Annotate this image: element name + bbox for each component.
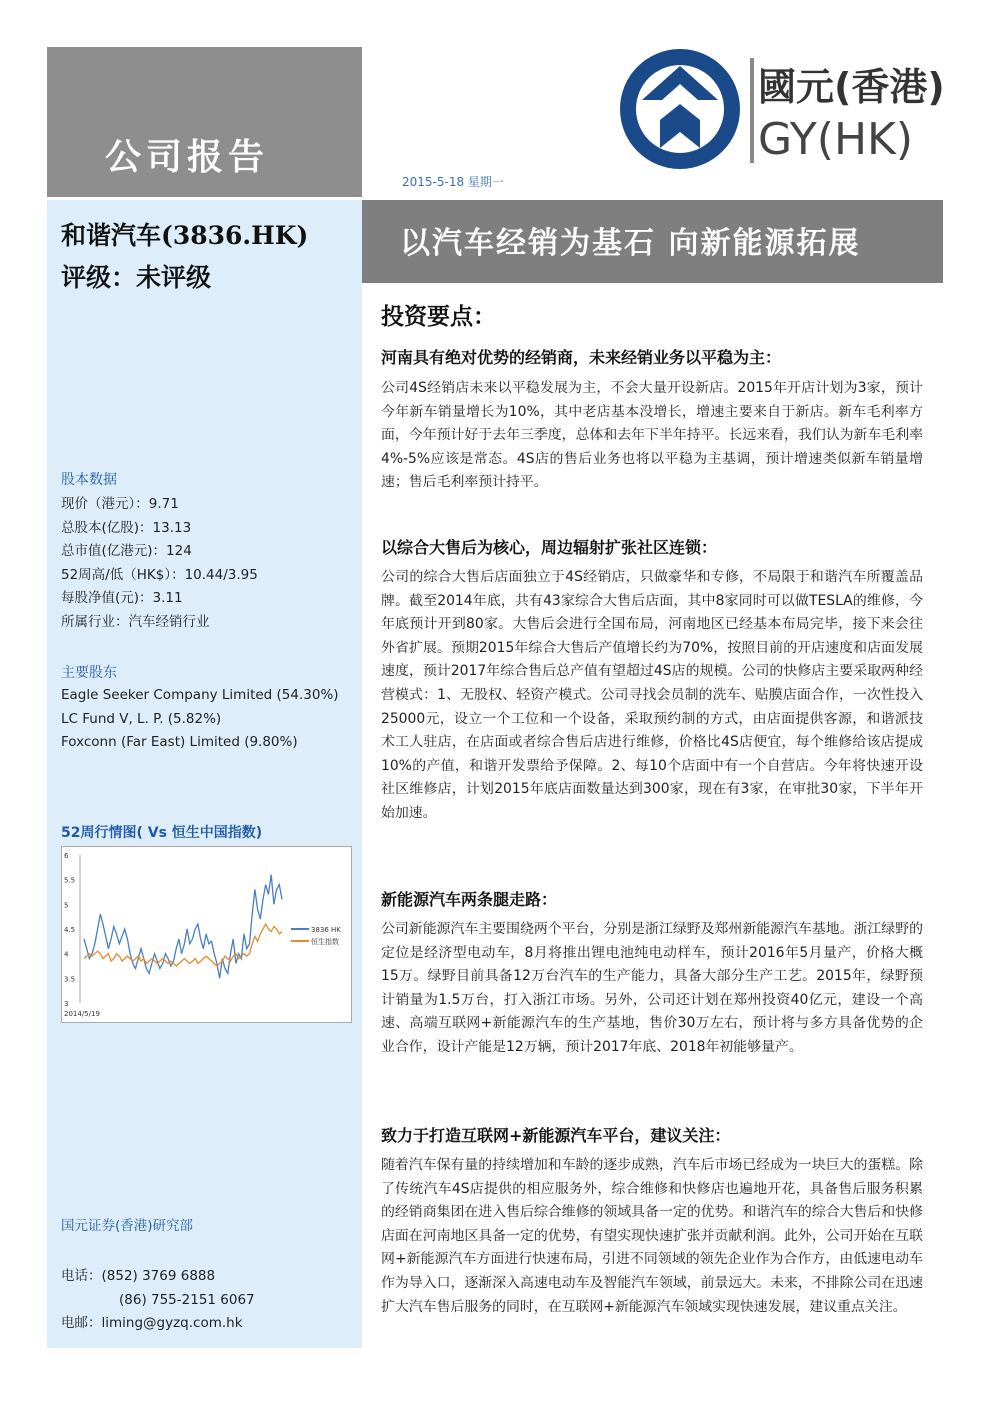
holders-heading: 主要股东 bbox=[61, 665, 117, 681]
contact-email[interactable]: 电邮：liming@gyzq.com.hk bbox=[61, 1315, 243, 1332]
contact-phone-2: (86) 755-2151 6067 bbox=[119, 1291, 255, 1308]
report-title: 以汽车经销为基石 向新能源拓展 bbox=[400, 226, 861, 261]
holders-list bbox=[61, 684, 339, 755]
contact-info bbox=[61, 1265, 255, 1336]
stock-data-item: 总股本(亿股)：13.13 bbox=[61, 519, 192, 536]
research-dept: 国元证券(香港)研究部 bbox=[61, 1218, 194, 1234]
stock-data-item: 总市值(亿港元)：124 bbox=[61, 543, 192, 560]
legend-label-index: 恒生指数 bbox=[311, 938, 339, 946]
section-text: 公司4S经销店未来以平稳发展为主，不会大量开设新店。2015年开店计划为3家，预计今年新车销量增长为10%，其中老店基本没增长，增速主要来自于新店。新车毛利率方面，今年预计好于去年三季度，总体和去年下半年持平。长远来看，我们认为新车毛利率4%-5%应该是常态。4S店的售后业务也将以平稳为主基调，预计增速类似新车销量增速；售后毛利率预计持平。 bbox=[381, 380, 923, 491]
legend-label-3836: 3836 HK bbox=[311, 926, 341, 934]
section-text: 公司新能源汽车主要围绕两个平台，分别是浙江绿野及郑州新能源汽车基地。浙江绿野的定位是经济型电动车，8月将推出锂电池纯电动样车，预计2016年5月量产，价格大概15万。绿野目前具备12万台汽车的生产能力，具备大部分生产工艺。2015年，绿野预计销量为1.5万台，打入浙江市场。另外，公司还计划在郑州投资40亿元，建设一个高速、高端互联网+新能源汽车的生产基地，售价30万左右，预计将与多方具备优势的企业合作，设计产能是12万辆，预计2017年底、2018年初能够量产。 bbox=[381, 921, 923, 1055]
stock-data-item: 52周高/低（HK$）：10.44/3.95 bbox=[61, 566, 258, 583]
y-tick-label: 3 bbox=[64, 1000, 69, 1008]
section-subtitle: 以综合大售后为核心，周边辐射扩张社区连锁： bbox=[381, 538, 718, 557]
price-chart-svg bbox=[62, 847, 351, 1022]
contact-phone-1: 电话：(852) 3769 6888 bbox=[61, 1268, 216, 1284]
sidebar-panel bbox=[47, 200, 362, 1348]
company-name: 和谐汽车(3836.HK) bbox=[61, 221, 309, 250]
gyhk-logo-icon bbox=[612, 48, 947, 170]
section-subtitle: 河南具有绝对优势的经销商，未来经销业务以平稳为主： bbox=[381, 348, 782, 367]
y-tick-label: 4 bbox=[64, 950, 69, 959]
section-subtitle: 新能源汽车两条腿走路： bbox=[381, 890, 558, 909]
y-tick-label: 4.5 bbox=[64, 926, 76, 934]
stock-data-item: 现价（港元）：9.71 bbox=[61, 496, 179, 512]
x-axis-start-label: 2014/5/19 bbox=[64, 1010, 100, 1018]
holder-item: Foxconn (Far East) Limited (9.80%) bbox=[61, 734, 298, 751]
main-heading: 投资要点： bbox=[381, 303, 496, 330]
section-text: 随着汽车保有量的持续增加和车龄的逐步成熟，汽车后市场已经成为一块巨大的蛋糕。除了传统汽车4S店提供的相应服务外，综合维修和快修店也遍地开花，具备售后服务积累的经销商集团在进入售后综合维修的领域具备一定的优势。和谐汽车的综合大售后和快修店面在河南地区具备一定的优势，有望实现快速扩张并贡献利润。此外，公司开始在互联网+新能源汽车方面进行快速布局，引进不同领域的领先企业作为合作方，由低速电动车作为导入口，逐渐深入高速电动车及智能汽车领域，前景远大。未来，不排除公司在迅速扩大汽车售后服务的同时，在互联网+新能源汽车领域实现快速发展，建议重点关注。 bbox=[381, 1157, 923, 1315]
report-title-bar bbox=[362, 200, 943, 283]
company-logo bbox=[612, 48, 947, 170]
y-tick-label: 6 bbox=[64, 852, 69, 860]
chart-title: 52周行情图( Vs 恒生中国指数) bbox=[61, 825, 263, 841]
stock-data-list bbox=[61, 493, 258, 635]
holder-item: Eagle Seeker Company Limited (54.30%) bbox=[61, 687, 339, 703]
y-tick-label: 5 bbox=[64, 901, 69, 910]
report-type-header bbox=[47, 47, 362, 197]
section-text: 公司的综合大售后店面独立于4S经销店，只做豪华和专修，不局限于和谐汽车所覆盖品牌。截至2014年底，共有43家综合大售后店面，其中8家同时可以做TESLA的维修，今年底预计开到80家。大售后会进行全国布局，河南地区已经基本布局完毕，接下来会往外省扩展。预期2015年综合大售后产值增长约为70%，按照目前的开店速度和店面发展速度，预计2017年综合售后总产值有望超过4S店的规模。公司的快修店主要采取两种经营模式：1、无股权、轻资产模式。公司寻找会员制的洗车、贴膜店面合作，一次性投入25000元，设立一个工位和一个设备，采取预约制的方式，由店面提供客源，和谐派技术工人驻店，在店面或者综合售后店进行维修，价格比4S店便宜，每个维修给该店提成10%的产值，和谐开发票给予保障。2、每10个店面中有一个自营店。今年将快速开设社区维修店，计划2015年底店面数量达到300家，现在有3家，在审批30家，下半年开始加速。 bbox=[381, 569, 923, 821]
report-date: 2015-5-18 星期一 bbox=[402, 175, 504, 189]
series-line-3836 bbox=[84, 875, 282, 979]
stock-data-heading: 股本数据 bbox=[61, 472, 117, 488]
y-tick-label: 5.5 bbox=[64, 876, 76, 885]
y-tick-label: 3.5 bbox=[64, 975, 76, 984]
section-subtitle: 致力于打造互联网+新能源汽车平台，建议关注： bbox=[381, 1126, 731, 1145]
price-chart bbox=[61, 846, 352, 1023]
logo-english-text: GY(HK) bbox=[758, 114, 914, 165]
report-type-title: 公司报告 bbox=[105, 136, 270, 178]
stock-data-item: 每股净值(元)：3.11 bbox=[61, 590, 183, 607]
logo-chinese-text: 國元(香港) bbox=[758, 65, 945, 109]
stock-data-item: 所属行业：汽车经销行业 bbox=[61, 613, 210, 630]
series-line-index bbox=[84, 924, 282, 966]
holder-item: LC Fund V, L. P. (5.82%) bbox=[61, 710, 222, 727]
company-rating: 评级：未评级 bbox=[61, 263, 212, 292]
